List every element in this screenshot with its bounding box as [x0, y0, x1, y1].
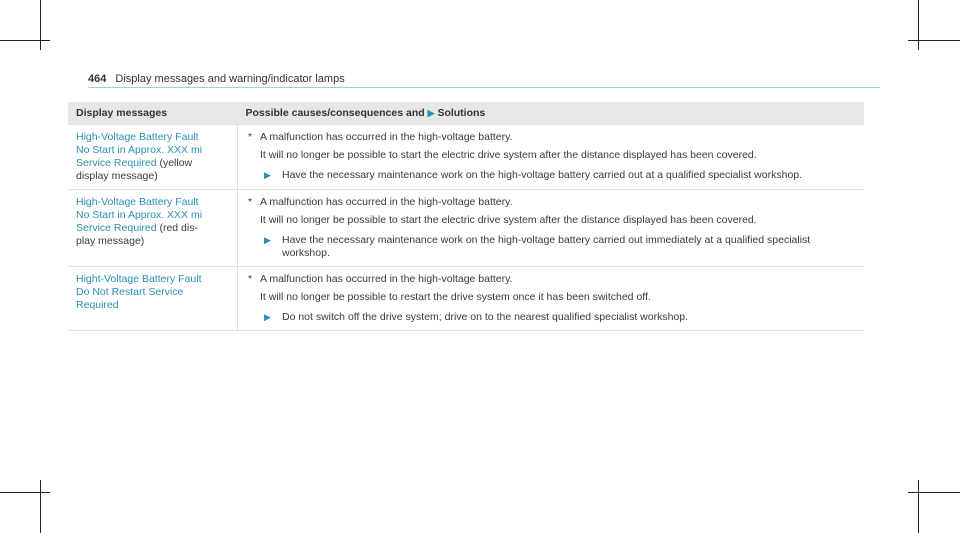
message-color-note: display message): [76, 170, 158, 182]
consequence-text: It will no longer be possible to start the electric drive system after the distance displayed has been covered.: [260, 149, 757, 161]
solution-arrow-icon: ▶: [427, 107, 435, 118]
table-row: [68, 190, 864, 267]
asterisk-icon: *: [248, 273, 253, 285]
message-line: No Start in Approx. XXX mi: [76, 209, 203, 221]
message-line: Do Not Restart Service: [76, 286, 184, 298]
cause-text: A malfunction has occurred in the high-voltage battery.: [260, 273, 513, 285]
solution-arrow-icon: ▶: [264, 235, 271, 245]
causes-cell: [238, 267, 865, 331]
table-row: [68, 125, 864, 190]
solution-text: Have the necessary maintenance work on the high-voltage battery carried out at a qualified specialist workshop.: [282, 169, 803, 181]
display-messages-table: [68, 102, 864, 331]
crop-mark: [0, 40, 50, 41]
col-header-causes: Possible causes/consequences and ▶ Solutions: [238, 102, 865, 125]
message-color-note: play message): [76, 235, 145, 247]
message-line: Hight-Voltage Battery Fault: [76, 273, 202, 285]
solution-text: Have the necessary maintenance work on the high-voltage battery carried out immediately at a qualified specialist: [282, 234, 811, 246]
page-header: [88, 73, 345, 85]
solution-text: Do not switch off the drive system; drive on to the nearest qualified specialist workshop.: [282, 311, 689, 323]
consequence-text: It will no longer be possible to restart the drive system once it has been switched off.: [260, 291, 651, 303]
causes-cell: [238, 190, 865, 267]
solution-arrow-icon: ▶: [264, 170, 271, 180]
asterisk-icon: *: [248, 196, 253, 208]
solution-arrow-icon: ▶: [264, 312, 271, 322]
message-line: Service Required: [76, 222, 157, 234]
section-title: Display messages and warning/indicator lamps: [115, 73, 345, 85]
message-color-note: (yellow: [159, 157, 193, 169]
message-line: Service Required: [76, 157, 157, 169]
asterisk-icon: *: [248, 131, 253, 143]
header-rule: [88, 87, 880, 88]
crop-mark: [908, 40, 960, 41]
crop-mark: [918, 480, 919, 533]
message-line: Required: [76, 299, 119, 311]
cause-text: A malfunction has occurred in the high-voltage battery.: [260, 131, 513, 143]
message-line: High-Voltage Battery Fault: [76, 131, 199, 143]
message-line: No Start in Approx. XXX mi: [76, 144, 203, 156]
crop-mark: [918, 0, 919, 50]
consequence-text: It will no longer be possible to start the electric drive system after the distance displayed has been covered.: [260, 214, 757, 226]
cause-text: A malfunction has occurred in the high-voltage battery.: [260, 196, 513, 208]
display-message-cell: [68, 190, 238, 267]
crop-mark: [40, 480, 41, 533]
causes-cell: [238, 125, 865, 190]
display-message-cell: [68, 125, 238, 190]
message-line: High-Voltage Battery Fault: [76, 196, 199, 208]
col-header-display-messages: Display messages: [68, 102, 238, 125]
solution-text-continued: workshop.: [282, 247, 330, 259]
display-message-cell: [68, 267, 238, 331]
crop-mark: [908, 492, 960, 493]
crop-mark: [0, 492, 50, 493]
page-number: 464: [88, 73, 107, 85]
table-header-row: [68, 102, 864, 125]
table-row: [68, 267, 864, 331]
message-color-note: (red dis-: [159, 222, 198, 234]
crop-mark: [40, 0, 41, 50]
